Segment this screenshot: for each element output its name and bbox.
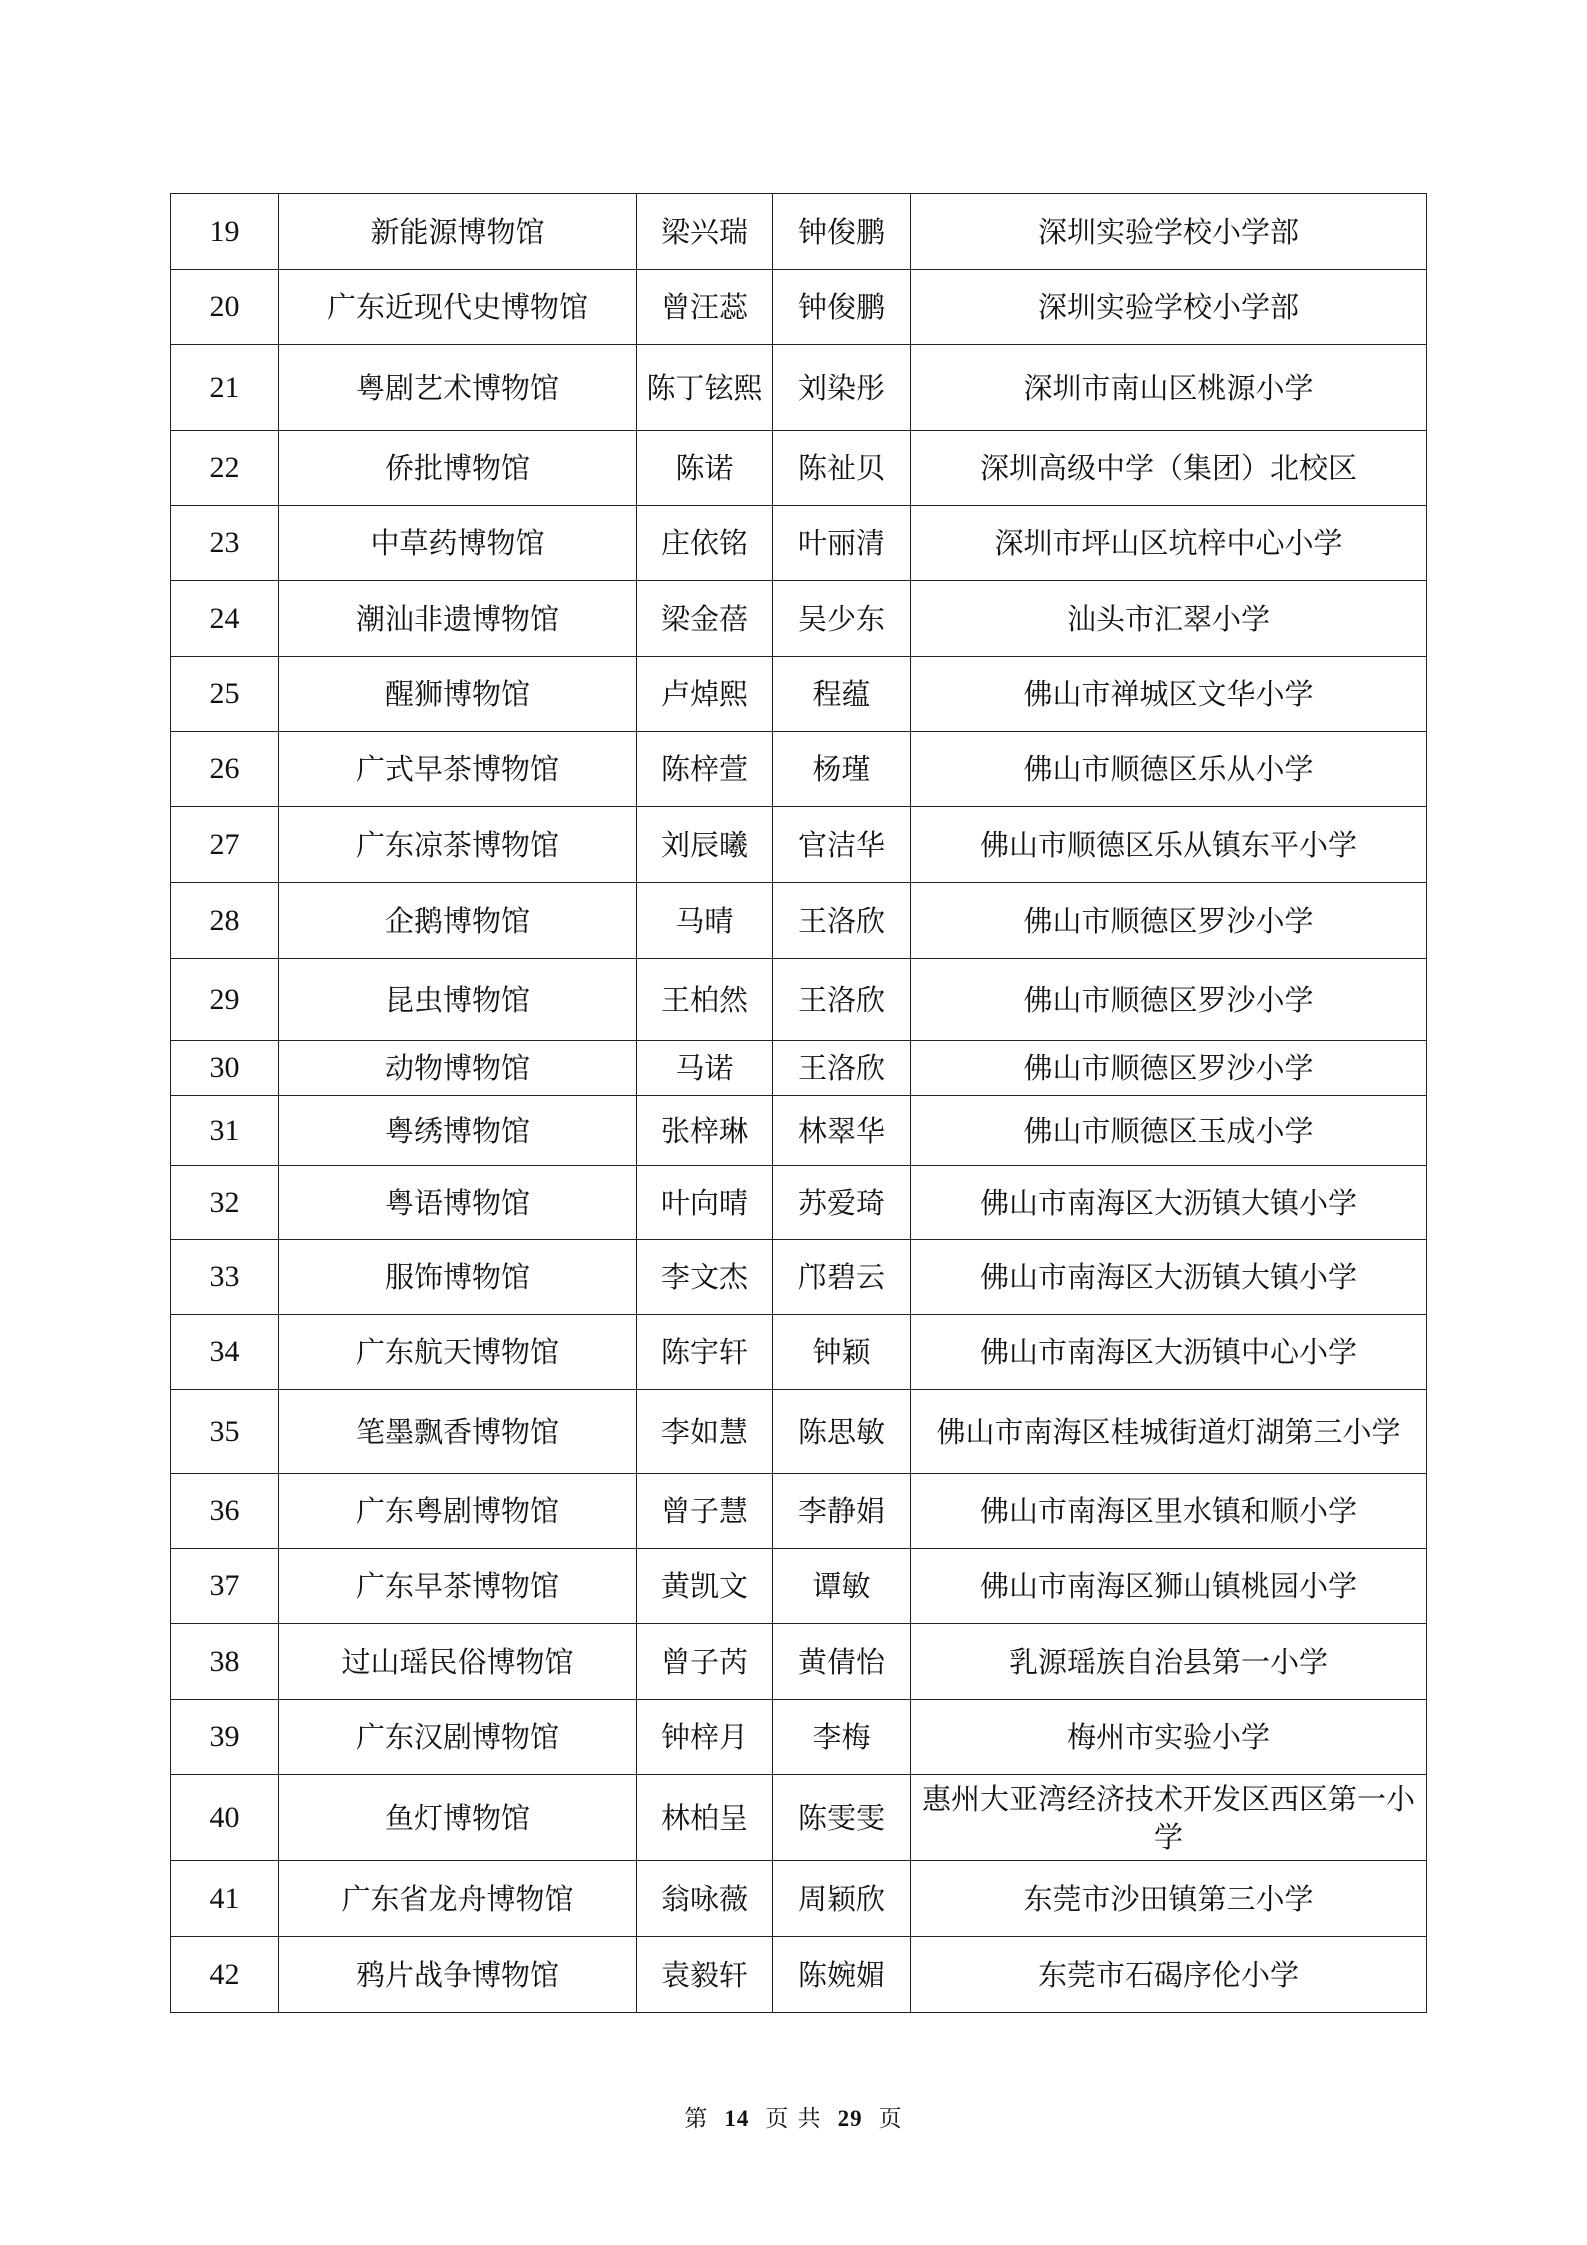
student-name: 陈诺 xyxy=(637,431,773,506)
row-number: 36 xyxy=(171,1474,279,1549)
teacher-name: 王洛欣 xyxy=(773,883,911,959)
museum-name: 服饰博物馆 xyxy=(279,1240,637,1315)
footer-prefix: 第 xyxy=(684,2106,709,2132)
row-number: 28 xyxy=(171,883,279,959)
teacher-name: 程蕴 xyxy=(773,657,911,732)
teacher-name: 苏爱琦 xyxy=(773,1166,911,1240)
row-number: 30 xyxy=(171,1041,279,1096)
school-name: 深圳高级中学（集团）北校区 xyxy=(911,431,1427,506)
school-name: 东莞市沙田镇第三小学 xyxy=(911,1861,1427,1937)
current-page-number: 14 xyxy=(724,2106,750,2131)
table-row xyxy=(171,1624,1427,1700)
table-row xyxy=(171,581,1427,657)
teacher-name: 陈婉媚 xyxy=(773,1937,911,2013)
school-name: 佛山市南海区大沥镇大镇小学 xyxy=(911,1166,1427,1240)
school-name: 东莞市石碣序伦小学 xyxy=(911,1937,1427,2013)
museum-name: 过山瑶民俗博物馆 xyxy=(279,1624,637,1700)
row-number: 40 xyxy=(171,1775,279,1861)
row-number: 39 xyxy=(171,1700,279,1775)
teacher-name: 李梅 xyxy=(773,1700,911,1775)
student-name: 曾子芮 xyxy=(637,1624,773,1700)
teacher-name: 钟颖 xyxy=(773,1315,911,1390)
footer-suffix: 页 xyxy=(878,2106,903,2132)
teacher-name: 叶丽清 xyxy=(773,506,911,581)
row-number: 41 xyxy=(171,1861,279,1937)
museum-name: 鸦片战争博物馆 xyxy=(279,1937,637,2013)
student-name: 陈丁铉熙 xyxy=(637,345,773,431)
row-number: 37 xyxy=(171,1549,279,1624)
row-number: 42 xyxy=(171,1937,279,2013)
table-row xyxy=(171,1390,1427,1474)
table-row xyxy=(171,883,1427,959)
student-name: 卢焯熙 xyxy=(637,657,773,732)
row-number: 20 xyxy=(171,270,279,345)
table-row xyxy=(171,1474,1427,1549)
row-number: 27 xyxy=(171,807,279,883)
teacher-name: 钟俊鹏 xyxy=(773,194,911,270)
museum-name: 侨批博物馆 xyxy=(279,431,637,506)
museum-name: 广东近现代史博物馆 xyxy=(279,270,637,345)
museum-name: 昆虫博物馆 xyxy=(279,959,637,1041)
school-name: 佛山市南海区狮山镇桃园小学 xyxy=(911,1549,1427,1624)
student-name: 陈宇轩 xyxy=(637,1315,773,1390)
museum-name: 新能源博物馆 xyxy=(279,194,637,270)
teacher-name: 吴少东 xyxy=(773,581,911,657)
school-name: 佛山市顺德区乐从镇东平小学 xyxy=(911,807,1427,883)
museum-name: 广东汉剧博物馆 xyxy=(279,1700,637,1775)
museum-name: 动物博物馆 xyxy=(279,1041,637,1096)
table-row xyxy=(171,1240,1427,1315)
row-number: 19 xyxy=(171,194,279,270)
student-name: 黄凯文 xyxy=(637,1549,773,1624)
teacher-name: 王洛欣 xyxy=(773,959,911,1041)
student-name: 刘辰曦 xyxy=(637,807,773,883)
school-name: 佛山市顺德区罗沙小学 xyxy=(911,1041,1427,1096)
teacher-name: 林翠华 xyxy=(773,1096,911,1166)
student-name: 曾汪蕊 xyxy=(637,270,773,345)
student-name: 李如慧 xyxy=(637,1390,773,1474)
student-name: 袁毅轩 xyxy=(637,1937,773,2013)
student-name: 李文杰 xyxy=(637,1240,773,1315)
student-name: 马晴 xyxy=(637,883,773,959)
school-name: 深圳市南山区桃源小学 xyxy=(911,345,1427,431)
school-name: 佛山市南海区大沥镇中心小学 xyxy=(911,1315,1427,1390)
museum-name: 企鹅博物馆 xyxy=(279,883,637,959)
table-row xyxy=(171,506,1427,581)
teacher-name: 刘染彤 xyxy=(773,345,911,431)
museum-name: 广东省龙舟博物馆 xyxy=(279,1861,637,1937)
museum-name: 粤绣博物馆 xyxy=(279,1096,637,1166)
row-number: 33 xyxy=(171,1240,279,1315)
museum-name: 粤语博物馆 xyxy=(279,1166,637,1240)
museum-name: 鱼灯博物馆 xyxy=(279,1775,637,1861)
school-name: 汕头市汇翠小学 xyxy=(911,581,1427,657)
teacher-name: 杨瑾 xyxy=(773,732,911,807)
table-row xyxy=(171,1041,1427,1096)
row-number: 32 xyxy=(171,1166,279,1240)
table-row xyxy=(171,1166,1427,1240)
student-name: 林柏呈 xyxy=(637,1775,773,1861)
row-number: 38 xyxy=(171,1624,279,1700)
student-name: 王柏然 xyxy=(637,959,773,1041)
teacher-name: 官洁华 xyxy=(773,807,911,883)
teacher-name: 陈思敏 xyxy=(773,1390,911,1474)
museum-name: 笔墨飘香博物馆 xyxy=(279,1390,637,1474)
table-row xyxy=(171,1096,1427,1166)
teacher-name: 谭敏 xyxy=(773,1549,911,1624)
row-number: 24 xyxy=(171,581,279,657)
award-list-table xyxy=(170,193,1427,2013)
student-name: 叶向晴 xyxy=(637,1166,773,1240)
footer-middle: 页 共 xyxy=(765,2106,822,2132)
student-name: 张梓琳 xyxy=(637,1096,773,1166)
table-row xyxy=(171,1315,1427,1390)
table-row xyxy=(171,807,1427,883)
table-row xyxy=(171,657,1427,732)
row-number: 22 xyxy=(171,431,279,506)
school-name: 深圳市坪山区坑梓中心小学 xyxy=(911,506,1427,581)
table-row xyxy=(171,194,1427,270)
teacher-name: 周颖欣 xyxy=(773,1861,911,1937)
table-row xyxy=(171,270,1427,345)
row-number: 25 xyxy=(171,657,279,732)
school-name: 佛山市顺德区罗沙小学 xyxy=(911,883,1427,959)
student-name: 翁咏薇 xyxy=(637,1861,773,1937)
table-row xyxy=(171,1549,1427,1624)
school-name: 佛山市顺德区罗沙小学 xyxy=(911,959,1427,1041)
student-name: 梁金蓓 xyxy=(637,581,773,657)
museum-name: 广东早茶博物馆 xyxy=(279,1549,637,1624)
museum-name: 粤剧艺术博物馆 xyxy=(279,345,637,431)
table-row xyxy=(171,1700,1427,1775)
row-number: 26 xyxy=(171,732,279,807)
table-row xyxy=(171,431,1427,506)
teacher-name: 李静娟 xyxy=(773,1474,911,1549)
museum-name: 广式早茶博物馆 xyxy=(279,732,637,807)
table-row xyxy=(171,732,1427,807)
museum-name: 广东凉茶博物馆 xyxy=(279,807,637,883)
museum-name: 醒狮博物馆 xyxy=(279,657,637,732)
total-pages-number: 29 xyxy=(837,2106,863,2131)
school-name: 佛山市顺德区乐从小学 xyxy=(911,732,1427,807)
table-row xyxy=(171,1937,1427,2013)
school-name: 深圳实验学校小学部 xyxy=(911,194,1427,270)
row-number: 29 xyxy=(171,959,279,1041)
school-name: 佛山市禅城区文华小学 xyxy=(911,657,1427,732)
table-row xyxy=(171,959,1427,1041)
table-body xyxy=(171,194,1427,2013)
table-row xyxy=(171,1775,1427,1861)
table-row xyxy=(171,1861,1427,1937)
museum-name: 中草药博物馆 xyxy=(279,506,637,581)
teacher-name: 钟俊鹏 xyxy=(773,270,911,345)
teacher-name: 陈祉贝 xyxy=(773,431,911,506)
school-name: 佛山市南海区桂城街道灯湖第三小学 xyxy=(911,1390,1427,1474)
row-number: 21 xyxy=(171,345,279,431)
teacher-name: 邝碧云 xyxy=(773,1240,911,1315)
row-number: 31 xyxy=(171,1096,279,1166)
table-row xyxy=(171,345,1427,431)
teacher-name: 黄倩怡 xyxy=(773,1624,911,1700)
row-number: 35 xyxy=(171,1390,279,1474)
student-name: 钟梓月 xyxy=(637,1700,773,1775)
student-name: 曾子慧 xyxy=(637,1474,773,1549)
school-name: 佛山市南海区大沥镇大镇小学 xyxy=(911,1240,1427,1315)
school-name: 佛山市顺德区玉成小学 xyxy=(911,1096,1427,1166)
museum-name: 潮汕非遗博物馆 xyxy=(279,581,637,657)
teacher-name: 王洛欣 xyxy=(773,1041,911,1096)
row-number: 23 xyxy=(171,506,279,581)
student-name: 庄依铭 xyxy=(637,506,773,581)
teacher-name: 陈雯雯 xyxy=(773,1775,911,1861)
school-name: 乳源瑶族自治县第一小学 xyxy=(911,1624,1427,1700)
student-name: 梁兴瑞 xyxy=(637,194,773,270)
museum-name: 广东航天博物馆 xyxy=(279,1315,637,1390)
school-name: 佛山市南海区里水镇和顺小学 xyxy=(911,1474,1427,1549)
row-number: 34 xyxy=(171,1315,279,1390)
school-name: 惠州大亚湾经济技术开发区西区第一小学 xyxy=(911,1775,1427,1861)
student-name: 马诺 xyxy=(637,1041,773,1096)
student-name: 陈梓萱 xyxy=(637,732,773,807)
museum-name: 广东粤剧博物馆 xyxy=(279,1474,637,1549)
school-name: 深圳实验学校小学部 xyxy=(911,270,1427,345)
page-footer xyxy=(0,2100,1587,2133)
school-name: 梅州市实验小学 xyxy=(911,1700,1427,1775)
